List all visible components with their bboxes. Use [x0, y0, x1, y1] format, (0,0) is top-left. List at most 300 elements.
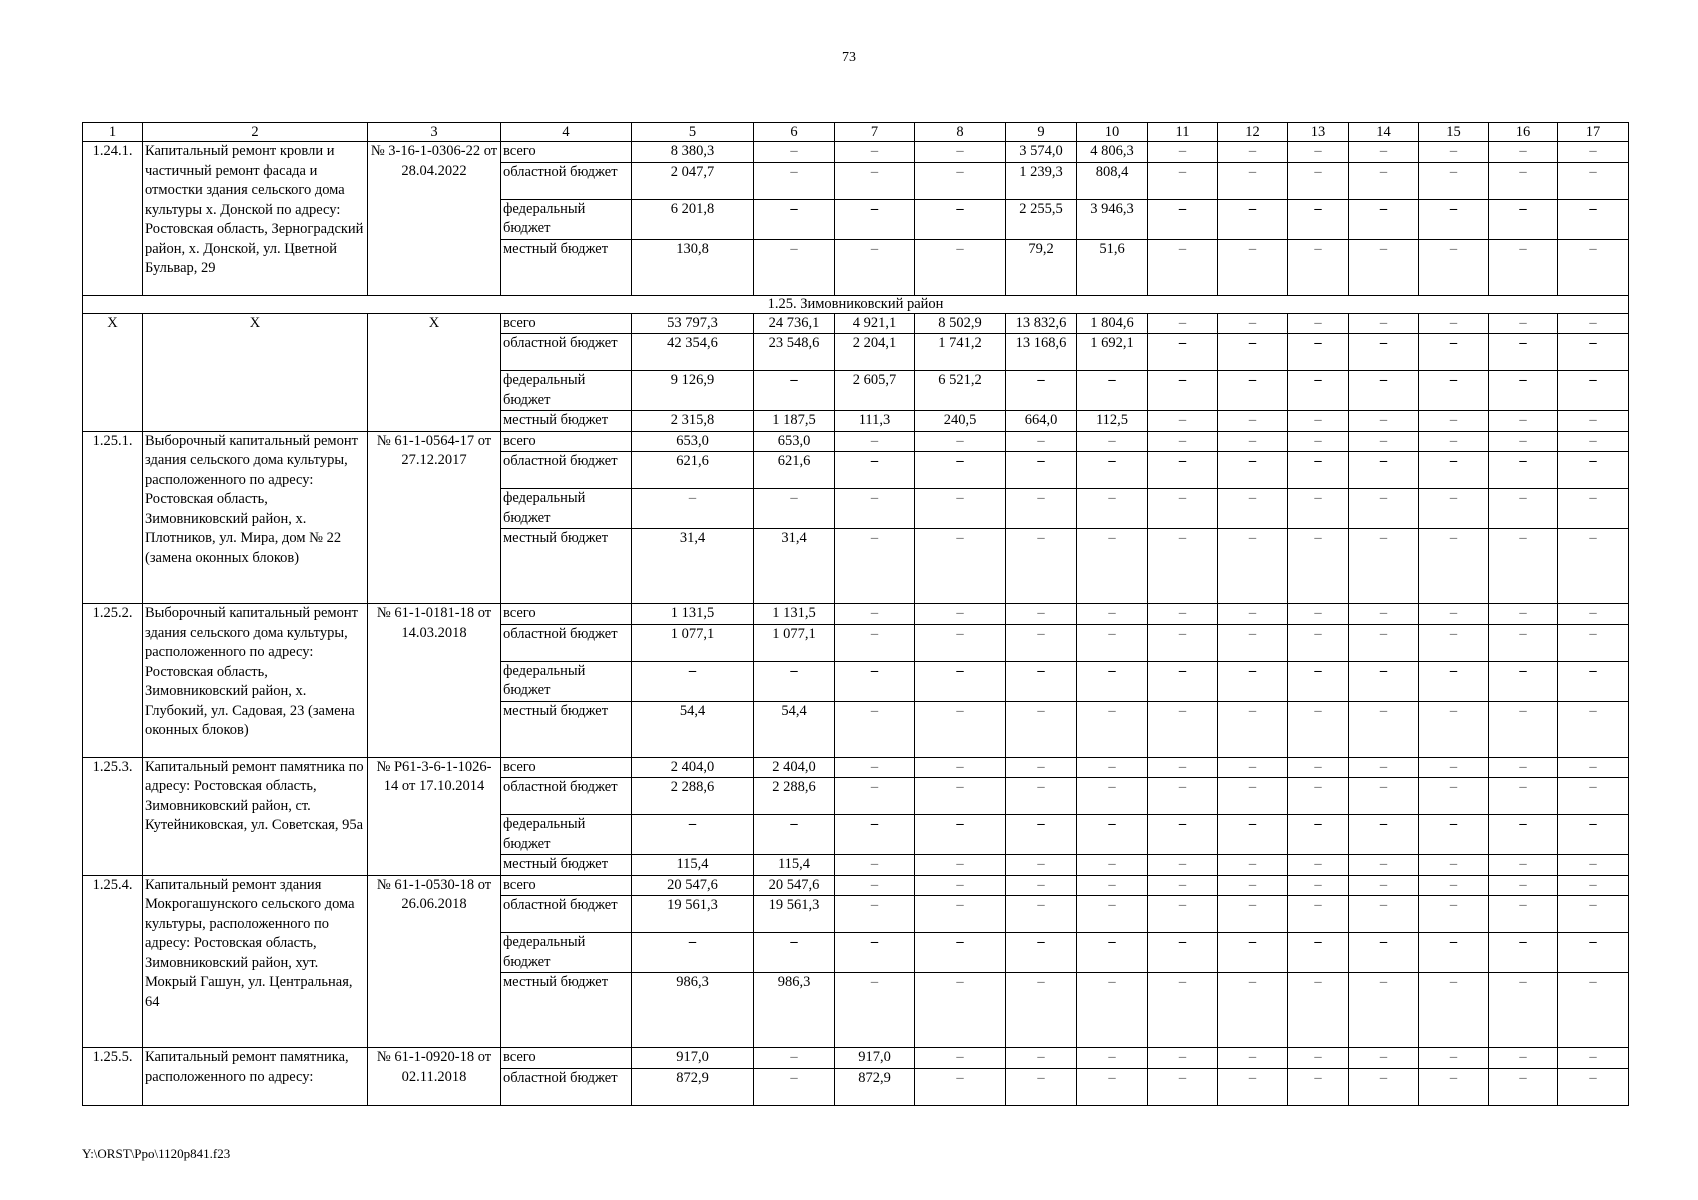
- item-number: 1.25.3.: [83, 757, 143, 875]
- amount-value: 2 288,6: [632, 778, 754, 815]
- empty-value: –: [1006, 701, 1077, 757]
- column-number-9: 9: [1006, 123, 1077, 142]
- empty-value: –: [1148, 1068, 1218, 1105]
- amount-value: 240,5: [915, 411, 1006, 432]
- empty-value: –: [1489, 701, 1558, 757]
- section-row: [83, 295, 1629, 313]
- empty-value: –: [754, 162, 835, 199]
- empty-value: –: [1419, 604, 1489, 625]
- table-row: [83, 1048, 1629, 1069]
- empty-value: –: [1419, 661, 1489, 701]
- empty-value: –: [1148, 334, 1218, 371]
- empty-value: –: [1218, 855, 1288, 876]
- empty-value: –: [1419, 933, 1489, 973]
- header-row: [83, 123, 1629, 142]
- object-name: Капитальный ремонт здания Мокрогашунского сельского дома культуры, расположенного по адресу: Ростовская область, Зимовниковский район, хут. Мокрый Гашун, ул. Центральная, 64: [143, 875, 368, 1048]
- empty-value: –: [1349, 162, 1419, 199]
- column-number-2: 2: [143, 123, 368, 142]
- empty-value: –: [835, 815, 915, 855]
- empty-value: –: [1558, 1068, 1629, 1105]
- empty-value: –: [1148, 371, 1218, 411]
- empty-value: –: [1419, 815, 1489, 855]
- funding-source: федеральный бюджет: [501, 815, 632, 855]
- empty-value: –: [915, 142, 1006, 163]
- empty-value: –: [1558, 701, 1629, 757]
- empty-value: –: [915, 815, 1006, 855]
- empty-value: –: [1288, 529, 1349, 604]
- amount-value: 1 131,5: [754, 604, 835, 625]
- empty-value: –: [1218, 624, 1288, 661]
- empty-value: –: [1419, 701, 1489, 757]
- empty-value: –: [1558, 896, 1629, 933]
- empty-value: –: [1558, 489, 1629, 529]
- empty-value: –: [1148, 757, 1218, 778]
- amount-value: 31,4: [632, 529, 754, 604]
- amount-value: 20 547,6: [754, 875, 835, 896]
- amount-value: 13 832,6: [1006, 313, 1077, 334]
- empty-value: –: [1006, 529, 1077, 604]
- amount-value: 115,4: [754, 855, 835, 876]
- empty-value: –: [835, 701, 915, 757]
- empty-value: –: [1349, 661, 1419, 701]
- empty-value: –: [1288, 199, 1349, 239]
- funding-source: местный бюджет: [501, 855, 632, 876]
- empty-value: –: [1148, 896, 1218, 933]
- column-number-12: 12: [1218, 123, 1288, 142]
- empty-value: –: [1006, 624, 1077, 661]
- item-number: 1.25.2.: [83, 604, 143, 758]
- empty-value: –: [1349, 1048, 1419, 1069]
- empty-value: –: [1006, 1048, 1077, 1069]
- empty-value: –: [1006, 489, 1077, 529]
- object-name: Капитальный ремонт памятника, расположенного по адресу:: [143, 1048, 368, 1106]
- empty-value: –: [1006, 757, 1077, 778]
- amount-value: 8 380,3: [632, 142, 754, 163]
- empty-value: –: [1148, 661, 1218, 701]
- amount-value: 53 797,3: [632, 313, 754, 334]
- empty-value: –: [1558, 875, 1629, 896]
- empty-value: –: [835, 162, 915, 199]
- empty-value: –: [1006, 933, 1077, 973]
- empty-value: –: [835, 529, 915, 604]
- amount-value: 653,0: [632, 431, 754, 452]
- empty-value: –: [1148, 855, 1218, 876]
- amount-value: 13 168,6: [1006, 334, 1077, 371]
- empty-value: –: [1419, 142, 1489, 163]
- amount-value: 8 502,9: [915, 313, 1006, 334]
- amount-value: 2 204,1: [835, 334, 915, 371]
- empty-value: –: [915, 452, 1006, 489]
- empty-value: –: [1419, 452, 1489, 489]
- empty-value: –: [835, 431, 915, 452]
- empty-value: –: [1349, 933, 1419, 973]
- column-number-11: 11: [1148, 123, 1218, 142]
- amount-value: 2 605,7: [835, 371, 915, 411]
- empty-value: –: [1218, 142, 1288, 163]
- empty-value: –: [1349, 701, 1419, 757]
- funding-source: всего: [501, 1048, 632, 1069]
- funding-source: федеральный бюджет: [501, 661, 632, 701]
- empty-value: –: [1489, 624, 1558, 661]
- empty-value: –: [915, 875, 1006, 896]
- empty-value: –: [1218, 489, 1288, 529]
- empty-value: –: [835, 624, 915, 661]
- amount-value: 872,9: [632, 1068, 754, 1105]
- empty-value: –: [1558, 334, 1629, 371]
- empty-value: –: [1218, 1048, 1288, 1069]
- empty-value: –: [915, 239, 1006, 295]
- empty-value: –: [915, 489, 1006, 529]
- empty-value: –: [1349, 239, 1419, 295]
- funding-source: областной бюджет: [501, 896, 632, 933]
- empty-value: –: [1218, 452, 1288, 489]
- empty-value: –: [835, 239, 915, 295]
- funding-source: областной бюджет: [501, 162, 632, 199]
- empty-value: –: [1349, 334, 1419, 371]
- amount-value: 621,6: [754, 452, 835, 489]
- empty-value: –: [1489, 815, 1558, 855]
- empty-value: –: [835, 757, 915, 778]
- column-number-4: 4: [501, 123, 632, 142]
- funding-source: областной бюджет: [501, 334, 632, 371]
- empty-value: –: [835, 896, 915, 933]
- empty-value: –: [1218, 896, 1288, 933]
- funding-source: всего: [501, 875, 632, 896]
- funding-source: всего: [501, 757, 632, 778]
- funding-source: областной бюджет: [501, 778, 632, 815]
- empty-value: –: [1148, 313, 1218, 334]
- empty-value: –: [1288, 452, 1349, 489]
- empty-value: –: [754, 815, 835, 855]
- empty-value: –: [1288, 701, 1349, 757]
- column-number-14: 14: [1349, 123, 1419, 142]
- amount-value: 986,3: [632, 973, 754, 1048]
- item-number: 1.24.1.: [83, 142, 143, 296]
- table-row: [83, 142, 1629, 163]
- amount-value: 1 077,1: [754, 624, 835, 661]
- amount-value: 1 077,1: [632, 624, 754, 661]
- empty-value: –: [1006, 875, 1077, 896]
- empty-value: –: [1558, 757, 1629, 778]
- empty-value: –: [1349, 411, 1419, 432]
- funding-source: областной бюджет: [501, 452, 632, 489]
- empty-value: –: [1558, 855, 1629, 876]
- empty-value: –: [1489, 896, 1558, 933]
- amount-value: 2 404,0: [754, 757, 835, 778]
- empty-value: –: [1349, 371, 1419, 411]
- empty-value: –: [1218, 933, 1288, 973]
- empty-value: –: [632, 489, 754, 529]
- amount-value: 917,0: [835, 1048, 915, 1069]
- object-name: Капитальный ремонт памятника по адресу: Ростовская область, Зимовниковский район, ст. Кутейниковская, ул. Советская, 95а: [143, 757, 368, 875]
- empty-value: –: [1558, 239, 1629, 295]
- empty-value: –: [1288, 1048, 1349, 1069]
- empty-value: –: [1419, 162, 1489, 199]
- empty-value: –: [1218, 371, 1288, 411]
- empty-value: –: [1218, 778, 1288, 815]
- column-number-8: 8: [915, 123, 1006, 142]
- empty-value: –: [915, 1048, 1006, 1069]
- empty-value: –: [1558, 778, 1629, 815]
- empty-value: –: [1218, 313, 1288, 334]
- empty-value: –: [754, 1048, 835, 1069]
- empty-value: –: [1148, 199, 1218, 239]
- empty-value: –: [1349, 431, 1419, 452]
- empty-value: –: [915, 604, 1006, 625]
- funding-source: всего: [501, 313, 632, 334]
- funding-source: областной бюджет: [501, 1068, 632, 1105]
- empty-value: –: [1218, 431, 1288, 452]
- empty-value: –: [1006, 778, 1077, 815]
- table-row: [83, 313, 1629, 334]
- empty-value: –: [835, 661, 915, 701]
- empty-value: –: [1006, 661, 1077, 701]
- empty-value: –: [1218, 973, 1288, 1048]
- amount-value: 19 561,3: [754, 896, 835, 933]
- section-title: 1.25. Зимовниковский район: [83, 295, 1629, 313]
- funding-source: местный бюджет: [501, 701, 632, 757]
- empty-value: –: [1077, 757, 1148, 778]
- amount-value: 20 547,6: [632, 875, 754, 896]
- empty-value: –: [915, 973, 1006, 1048]
- expertise-document: № 61-1-0181-18 от 14.03.2018: [368, 604, 501, 758]
- empty-value: –: [1489, 1048, 1558, 1069]
- empty-value: –: [1148, 1048, 1218, 1069]
- empty-value: –: [1148, 142, 1218, 163]
- amount-value: 2 047,7: [632, 162, 754, 199]
- column-number-10: 10: [1077, 123, 1148, 142]
- empty-value: –: [1558, 529, 1629, 604]
- budget-table: [82, 122, 1629, 1106]
- empty-value: –: [1218, 162, 1288, 199]
- empty-value: –: [1419, 489, 1489, 529]
- empty-value: –: [1006, 896, 1077, 933]
- empty-value: –: [1288, 815, 1349, 855]
- empty-value: –: [1077, 431, 1148, 452]
- empty-value: –: [1006, 431, 1077, 452]
- empty-value: –: [1349, 313, 1419, 334]
- amount-value: 31,4: [754, 529, 835, 604]
- empty-value: –: [1288, 489, 1349, 529]
- empty-value: –: [1489, 1068, 1558, 1105]
- empty-value: –: [1077, 855, 1148, 876]
- amount-value: 3 946,3: [1077, 199, 1148, 239]
- empty-value: –: [1077, 529, 1148, 604]
- empty-value: –: [1349, 1068, 1419, 1105]
- empty-value: –: [915, 661, 1006, 701]
- empty-value: –: [1077, 701, 1148, 757]
- empty-value: –: [1218, 701, 1288, 757]
- empty-value: –: [1349, 896, 1419, 933]
- column-number-16: 16: [1489, 123, 1558, 142]
- empty-value: –: [1077, 371, 1148, 411]
- table-row: [83, 431, 1629, 452]
- empty-value: –: [1218, 239, 1288, 295]
- funding-source: федеральный бюджет: [501, 933, 632, 973]
- empty-value: –: [1558, 661, 1629, 701]
- empty-value: –: [1558, 604, 1629, 625]
- empty-value: –: [1006, 371, 1077, 411]
- empty-value: –: [1419, 624, 1489, 661]
- empty-value: –: [1489, 452, 1558, 489]
- amount-value: 79,2: [1006, 239, 1077, 295]
- empty-value: –: [1077, 604, 1148, 625]
- empty-value: –: [1148, 529, 1218, 604]
- amount-value: 51,6: [1077, 239, 1148, 295]
- empty-value: –: [1077, 778, 1148, 815]
- empty-value: –: [1077, 1068, 1148, 1105]
- amount-value: 112,5: [1077, 411, 1148, 432]
- empty-value: –: [1288, 624, 1349, 661]
- empty-value: –: [632, 815, 754, 855]
- empty-value: –: [915, 1068, 1006, 1105]
- empty-value: –: [1148, 604, 1218, 625]
- expertise-document: № 61-1-0530-18 от 26.06.2018: [368, 875, 501, 1048]
- empty-value: –: [1006, 855, 1077, 876]
- empty-value: –: [1489, 431, 1558, 452]
- empty-value: –: [915, 855, 1006, 876]
- amount-value: 2 255,5: [1006, 199, 1077, 239]
- empty-value: –: [1419, 778, 1489, 815]
- empty-value: –: [1288, 661, 1349, 701]
- object-name: X: [143, 313, 368, 431]
- empty-value: –: [1077, 933, 1148, 973]
- amount-value: 1 692,1: [1077, 334, 1148, 371]
- empty-value: –: [1288, 757, 1349, 778]
- amount-value: 111,3: [835, 411, 915, 432]
- empty-value: –: [1218, 604, 1288, 625]
- empty-value: –: [1489, 411, 1558, 432]
- empty-value: –: [915, 933, 1006, 973]
- empty-value: –: [1218, 334, 1288, 371]
- amount-value: 42 354,6: [632, 334, 754, 371]
- expertise-document: X: [368, 313, 501, 431]
- empty-value: –: [1006, 1068, 1077, 1105]
- empty-value: –: [915, 701, 1006, 757]
- empty-value: –: [1349, 489, 1419, 529]
- empty-value: –: [1419, 757, 1489, 778]
- amount-value: 54,4: [754, 701, 835, 757]
- amount-value: 9 126,9: [632, 371, 754, 411]
- empty-value: –: [835, 199, 915, 239]
- empty-value: –: [1288, 142, 1349, 163]
- empty-value: –: [1349, 452, 1419, 489]
- amount-value: 4 806,3: [1077, 142, 1148, 163]
- empty-value: –: [1489, 757, 1558, 778]
- empty-value: –: [1288, 875, 1349, 896]
- empty-value: –: [1558, 313, 1629, 334]
- empty-value: –: [1288, 411, 1349, 432]
- amount-value: 1 187,5: [754, 411, 835, 432]
- empty-value: –: [915, 162, 1006, 199]
- empty-value: –: [1489, 239, 1558, 295]
- empty-value: –: [915, 778, 1006, 815]
- amount-value: 54,4: [632, 701, 754, 757]
- empty-value: –: [1419, 529, 1489, 604]
- empty-value: –: [1419, 1048, 1489, 1069]
- footer-file-path: Y:\ORST\Ppo\1120p841.f23: [82, 1146, 231, 1161]
- empty-value: –: [754, 142, 835, 163]
- empty-value: –: [1288, 162, 1349, 199]
- empty-value: –: [1218, 815, 1288, 855]
- empty-value: –: [915, 199, 1006, 239]
- empty-value: –: [835, 855, 915, 876]
- empty-value: –: [1489, 489, 1558, 529]
- empty-value: –: [1006, 604, 1077, 625]
- column-number-17: 17: [1558, 123, 1629, 142]
- empty-value: –: [1077, 1048, 1148, 1069]
- amount-value: 1 131,5: [632, 604, 754, 625]
- empty-value: –: [1148, 973, 1218, 1048]
- column-number-5: 5: [632, 123, 754, 142]
- empty-value: –: [835, 973, 915, 1048]
- amount-value: 986,3: [754, 973, 835, 1048]
- empty-value: –: [1077, 489, 1148, 529]
- amount-value: 23 548,6: [754, 334, 835, 371]
- empty-value: –: [754, 199, 835, 239]
- empty-value: –: [1489, 855, 1558, 876]
- empty-value: –: [1349, 604, 1419, 625]
- empty-value: –: [1148, 162, 1218, 199]
- empty-value: –: [835, 604, 915, 625]
- item-number: 1.25.1.: [83, 431, 143, 604]
- table-row: [83, 757, 1629, 778]
- empty-value: –: [1489, 529, 1558, 604]
- table-body: [83, 142, 1629, 1106]
- empty-value: –: [1077, 973, 1148, 1048]
- empty-value: –: [1349, 142, 1419, 163]
- empty-value: –: [1148, 778, 1218, 815]
- empty-value: –: [1419, 411, 1489, 432]
- empty-value: –: [1558, 431, 1629, 452]
- empty-value: –: [1558, 815, 1629, 855]
- empty-value: –: [1349, 875, 1419, 896]
- empty-value: –: [1558, 973, 1629, 1048]
- empty-value: –: [1558, 411, 1629, 432]
- empty-value: –: [1558, 142, 1629, 163]
- empty-value: –: [1558, 624, 1629, 661]
- empty-value: –: [754, 661, 835, 701]
- empty-value: –: [1218, 411, 1288, 432]
- empty-value: –: [1558, 1048, 1629, 1069]
- amount-value: 664,0: [1006, 411, 1077, 432]
- amount-value: 6 201,8: [632, 199, 754, 239]
- empty-value: –: [1288, 778, 1349, 815]
- empty-value: –: [1419, 431, 1489, 452]
- empty-value: –: [915, 896, 1006, 933]
- empty-value: –: [915, 431, 1006, 452]
- empty-value: –: [1489, 875, 1558, 896]
- funding-source: областной бюджет: [501, 624, 632, 661]
- empty-value: –: [1489, 162, 1558, 199]
- funding-source: федеральный бюджет: [501, 199, 632, 239]
- empty-value: –: [1419, 875, 1489, 896]
- amount-value: 621,6: [632, 452, 754, 489]
- item-number: 1.25.5.: [83, 1048, 143, 1106]
- empty-value: –: [1218, 529, 1288, 604]
- empty-value: –: [1218, 199, 1288, 239]
- empty-value: –: [1419, 334, 1489, 371]
- amount-value: 3 574,0: [1006, 142, 1077, 163]
- funding-source: всего: [501, 604, 632, 625]
- table-row: [83, 875, 1629, 896]
- empty-value: –: [1288, 313, 1349, 334]
- empty-value: –: [1288, 896, 1349, 933]
- empty-value: –: [1288, 239, 1349, 295]
- empty-value: –: [1489, 661, 1558, 701]
- empty-value: –: [1558, 371, 1629, 411]
- empty-value: –: [754, 489, 835, 529]
